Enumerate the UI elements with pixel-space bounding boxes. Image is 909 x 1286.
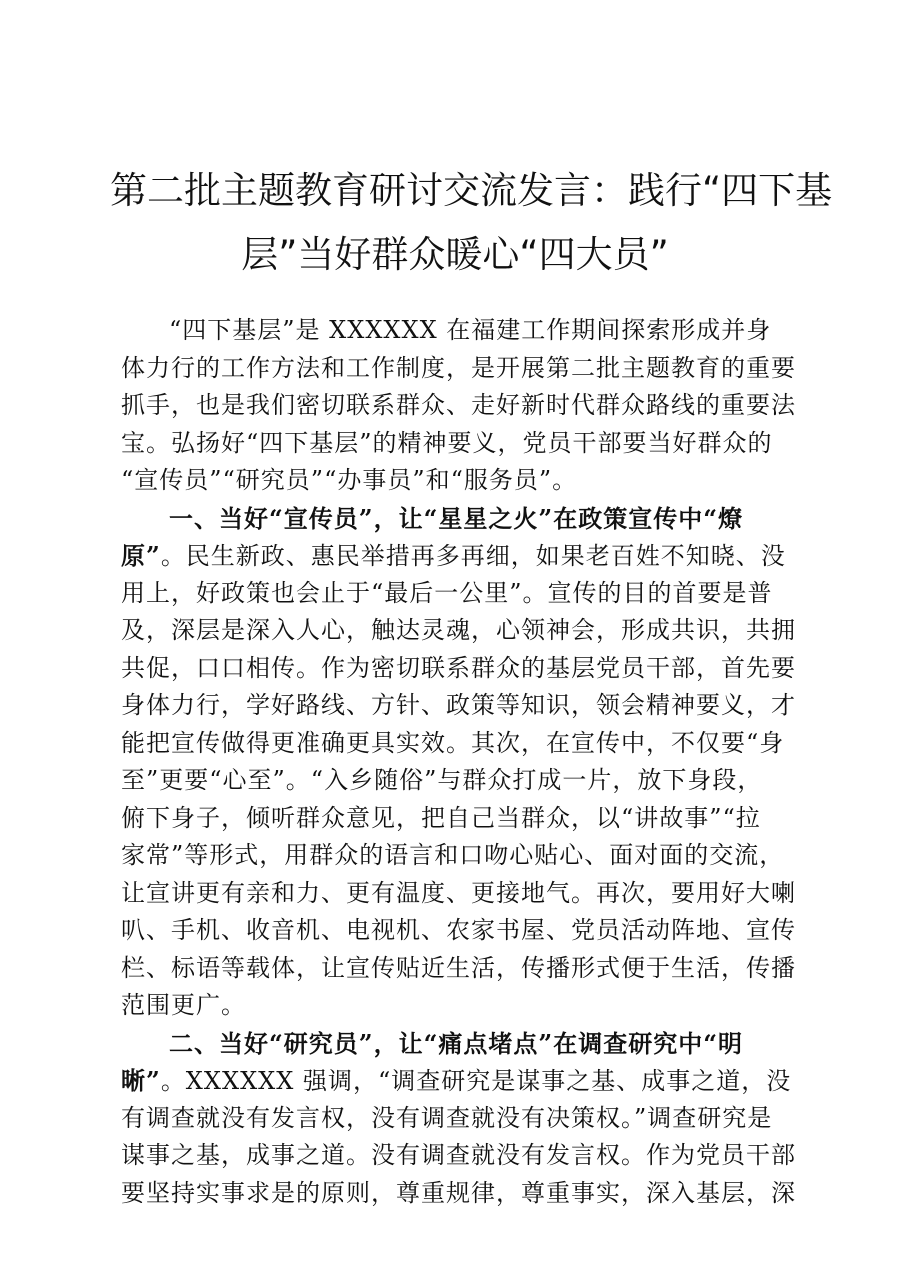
section-1-line: 共促，口口相传。作为密切联系群众的基层党员干部，首先要 bbox=[121, 653, 796, 682]
paragraph-1-line: 体力行的工作方法和工作制度，是开展第二批主题教育的重要 bbox=[121, 353, 796, 382]
paragraph-1-line: 宝。弘扬好“四下基层”的精神要义，党员干部要当好群众的 bbox=[121, 428, 773, 457]
section-1-heading: 一、当好“宣传员”，让“星星之火”在政策宣传中“燎 bbox=[169, 503, 744, 533]
section-1-text: 。民生新政、惠民举措再多再细，如果老百姓不知晓、没 bbox=[160, 542, 786, 570]
section-2-line: 有调查就没有发言权，没有调查就没有决策权。”调查研究是 bbox=[121, 1103, 773, 1132]
section-1-line: 身体力行，学好路线、方针、政策等知识，领会精神要义，才 bbox=[121, 691, 796, 719]
section-1-line: 俯下身子，倾听群众意见，把自己当群众，以“讲故事”“拉 bbox=[121, 803, 761, 832]
section-1-line: 栏、标语等载体，让宣传贴近生活，传播形式便于生活，传播 bbox=[121, 953, 796, 982]
section-1-line: 叭、手机、收音机、电视机、农家书屋、党员活动阵地、宣传 bbox=[121, 916, 796, 944]
paragraph-1-line: 抓手，也是我们密切联系群众、走好新时代群众路线的重要法 bbox=[121, 391, 796, 419]
section-1-line: 及，深层是深入人心，触达灵魂，心领神会，形成共识，共拥 bbox=[121, 616, 796, 644]
section-1-line: 家常”等形式，用群众的语言和口吻心贴心、面对面的交流， bbox=[121, 841, 785, 869]
section-2-heading: 二、当好“研究员”，让“痛点堵点”在调查研究中“明 bbox=[169, 1028, 744, 1058]
section-2-text: 。XXXXXX 强调，“调查研究是谋事之基、成事之道，没 bbox=[160, 1067, 792, 1095]
section-2-line: 要坚持实事求是的原则，尊重规律，尊重事实，深入基层，深 bbox=[121, 1178, 796, 1207]
section-2-heading-end: 晰” bbox=[121, 1066, 161, 1095]
document-body bbox=[121, 312, 801, 1212]
paragraph-1-line: “宣传员”“研究员”“办事员”和“服务员”。 bbox=[121, 466, 578, 494]
document-title-line-1: 第二批主题教育研讨交流发言：践行“四下基 bbox=[110, 169, 833, 212]
section-2-line: 谋事之基，成事之道。没有调查就没有发言权。作为党员干部 bbox=[121, 1141, 796, 1169]
section-1-line bbox=[121, 537, 801, 575]
section-1-heading-end: 原” bbox=[121, 541, 161, 570]
section-1-line: 能把宣传做得更准确更具实效。其次，在宣传中，不仅要“身 bbox=[121, 728, 785, 757]
document-title-line-2: 层”当好群众暖心“四大员” bbox=[241, 233, 669, 276]
section-1-line: 范围更广。 bbox=[121, 991, 246, 1019]
paragraph-1-line: “四下基层”是 XXXXXX 在福建工作期间探索形成并身 bbox=[169, 316, 772, 344]
section-1-line: 用上，好政策也会止于“最后一公里”。宣传的目的首要是普 bbox=[121, 578, 773, 607]
section-1-line: 至”更要“心至”。“入乡随俗”与群众打成一片，放下身段， bbox=[121, 766, 763, 794]
section-2-line bbox=[121, 1062, 801, 1100]
section-1-line: 让宣讲更有亲和力、更有温度、更接地气。再次，要用好大喇 bbox=[121, 878, 796, 907]
